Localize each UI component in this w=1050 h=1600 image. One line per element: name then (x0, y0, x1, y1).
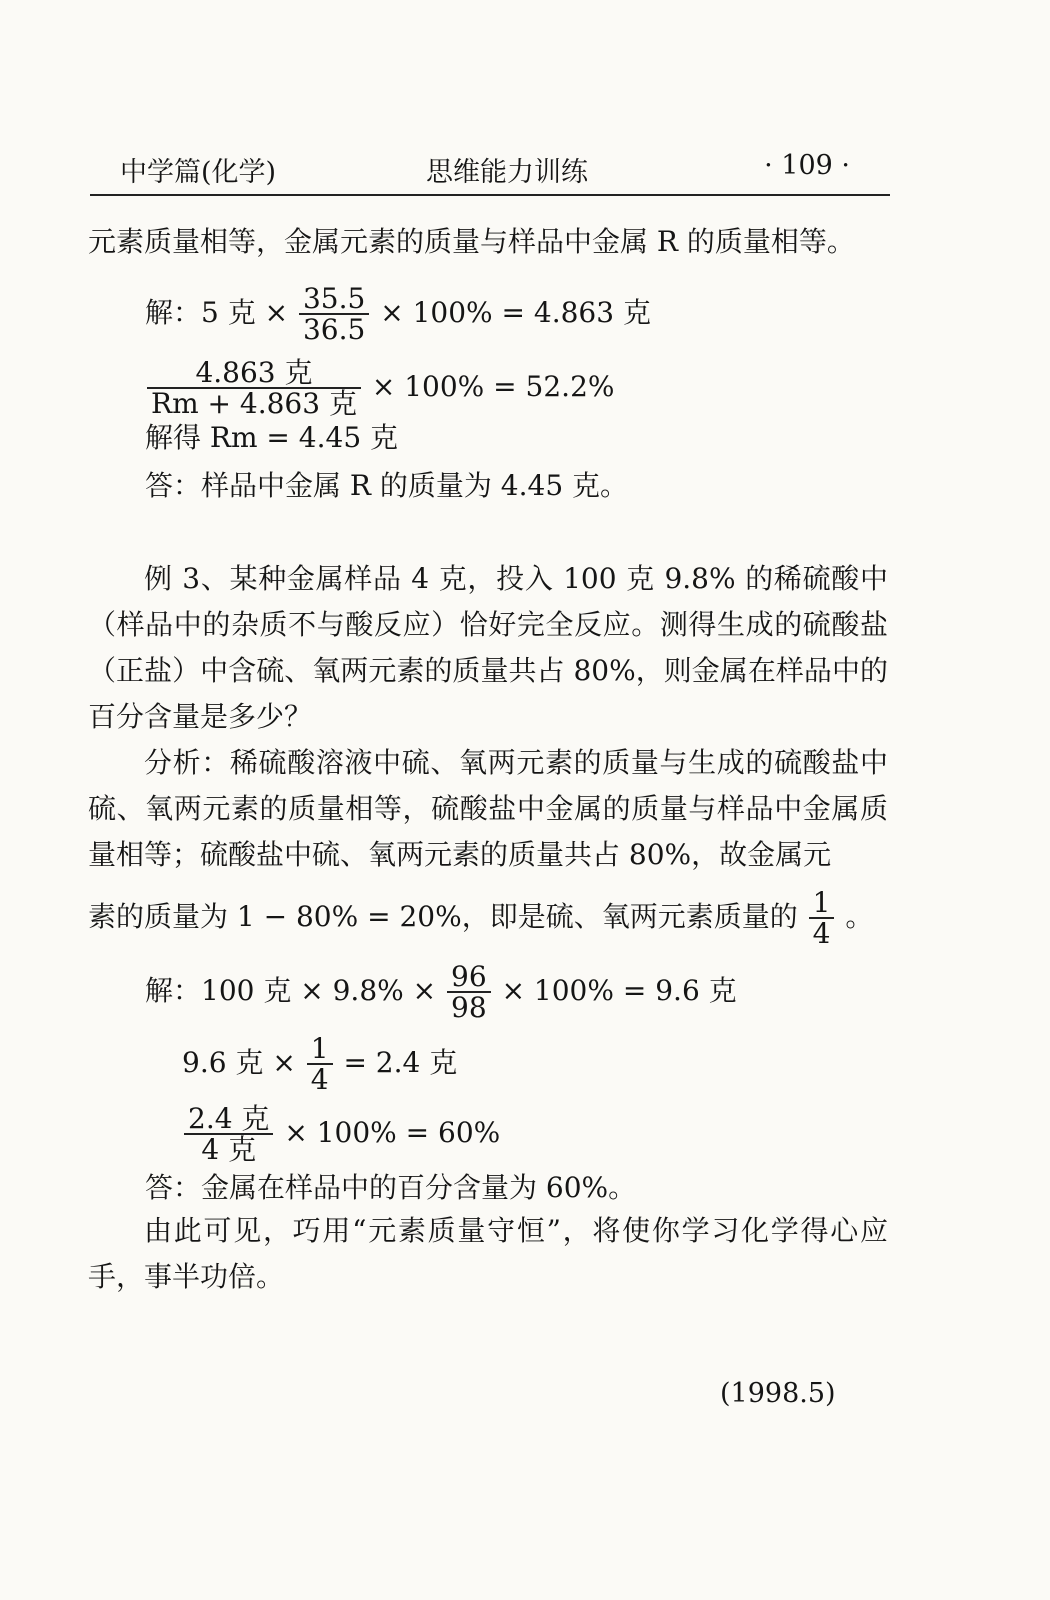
sol1-line2-suffix: × 100% = 52.2% (371, 369, 615, 403)
analysis-last-prefix: 素的质量为 1 − 80% = 20%，即是硫、氧两元素质量的 (88, 899, 798, 933)
solution2-answer: 答：金属在样品中的百分含量为 60%。 (145, 1171, 637, 1204)
solution2-line2 (182, 1034, 457, 1095)
fraction-numerator: 96 (447, 962, 491, 993)
fraction-denominator: 98 (451, 991, 487, 1025)
continued-paragraph: 元素质量相等，金属元素的质量与样品中金属 R 的质量相等。 (88, 225, 855, 258)
solution1-line2 (145, 358, 615, 419)
sol2-line1-prefix: 解：100 克 × 9.8% × (145, 973, 437, 1007)
fraction-numerator: 4.863 克 (147, 358, 361, 389)
fraction-denominator: 4 (310, 1063, 329, 1097)
analysis-last-suffix: 。 (845, 899, 874, 933)
solution2-line1 (145, 962, 737, 1023)
sol1-line1-prefix: 解：5 克 × (145, 295, 289, 329)
fraction (307, 1034, 333, 1095)
fraction-denominator: Rm + 4.863 克 (151, 387, 357, 421)
solution2-line3 (182, 1104, 500, 1165)
sol2-line2-prefix: 9.6 克 × (182, 1045, 296, 1079)
solution1-line1 (145, 284, 651, 345)
solution1-answer: 答：样品中金属 R 的质量为 4.45 克。 (145, 469, 629, 502)
running-header (90, 146, 890, 196)
solution1-line3: 解得 Rm = 4.45 克 (145, 421, 399, 454)
fraction-numerator: 2.4 克 (184, 1104, 273, 1135)
date-note: (1998.5) (720, 1378, 836, 1409)
sol2-line3-suffix: × 100% = 60% (284, 1115, 501, 1149)
fraction (809, 888, 835, 949)
sol2-line2-suffix: = 2.4 克 (343, 1045, 458, 1079)
fraction-numerator: 1 (809, 888, 835, 919)
analysis-last-line (88, 888, 873, 949)
analysis-paragraph: 分析：稀硫酸溶液中硫、氧两元素的质量与生成的硫酸盐中硫、氧两元素的质量相等，硫酸盐中金属的质量与样品中金属质量相等；硫酸盐中硫、氧两元素的质量共占 80%，故金属元 (88, 746, 888, 871)
fraction-denominator: 36.5 (302, 313, 366, 347)
page-number: · 109 · (764, 150, 850, 181)
fraction (184, 1104, 273, 1165)
conclusion-paragraph: 由此可见，巧用“元素质量守恒”，将使你学习化学得心应手，事半功倍。 (88, 1214, 888, 1293)
example3-paragraph: 例 3、某种金属样品 4 克，投入 100 克 9.8% 的稀硫酸中（样品中的杂质不与酸反应）恰好完全反应。测得生成的硫酸盐（正盐）中含硫、氧两元素的质量共占 80%，则金属在样品中的百分含量是多少？ (88, 562, 888, 733)
sol2-line1-suffix: × 100% = 9.6 克 (501, 973, 737, 1007)
fraction-denominator: 4 克 (201, 1133, 257, 1167)
header-book-title: 思维能力训练 (426, 157, 588, 188)
fraction-denominator: 4 (812, 917, 831, 951)
sol1-line1-suffix: × 100% = 4.863 克 (380, 295, 651, 329)
fraction (299, 284, 369, 345)
fraction (147, 358, 361, 419)
fraction-numerator: 35.5 (299, 284, 369, 315)
fraction (447, 962, 491, 1023)
header-section-title: 中学篇(化学) (120, 157, 277, 188)
fraction-numerator: 1 (307, 1034, 333, 1065)
